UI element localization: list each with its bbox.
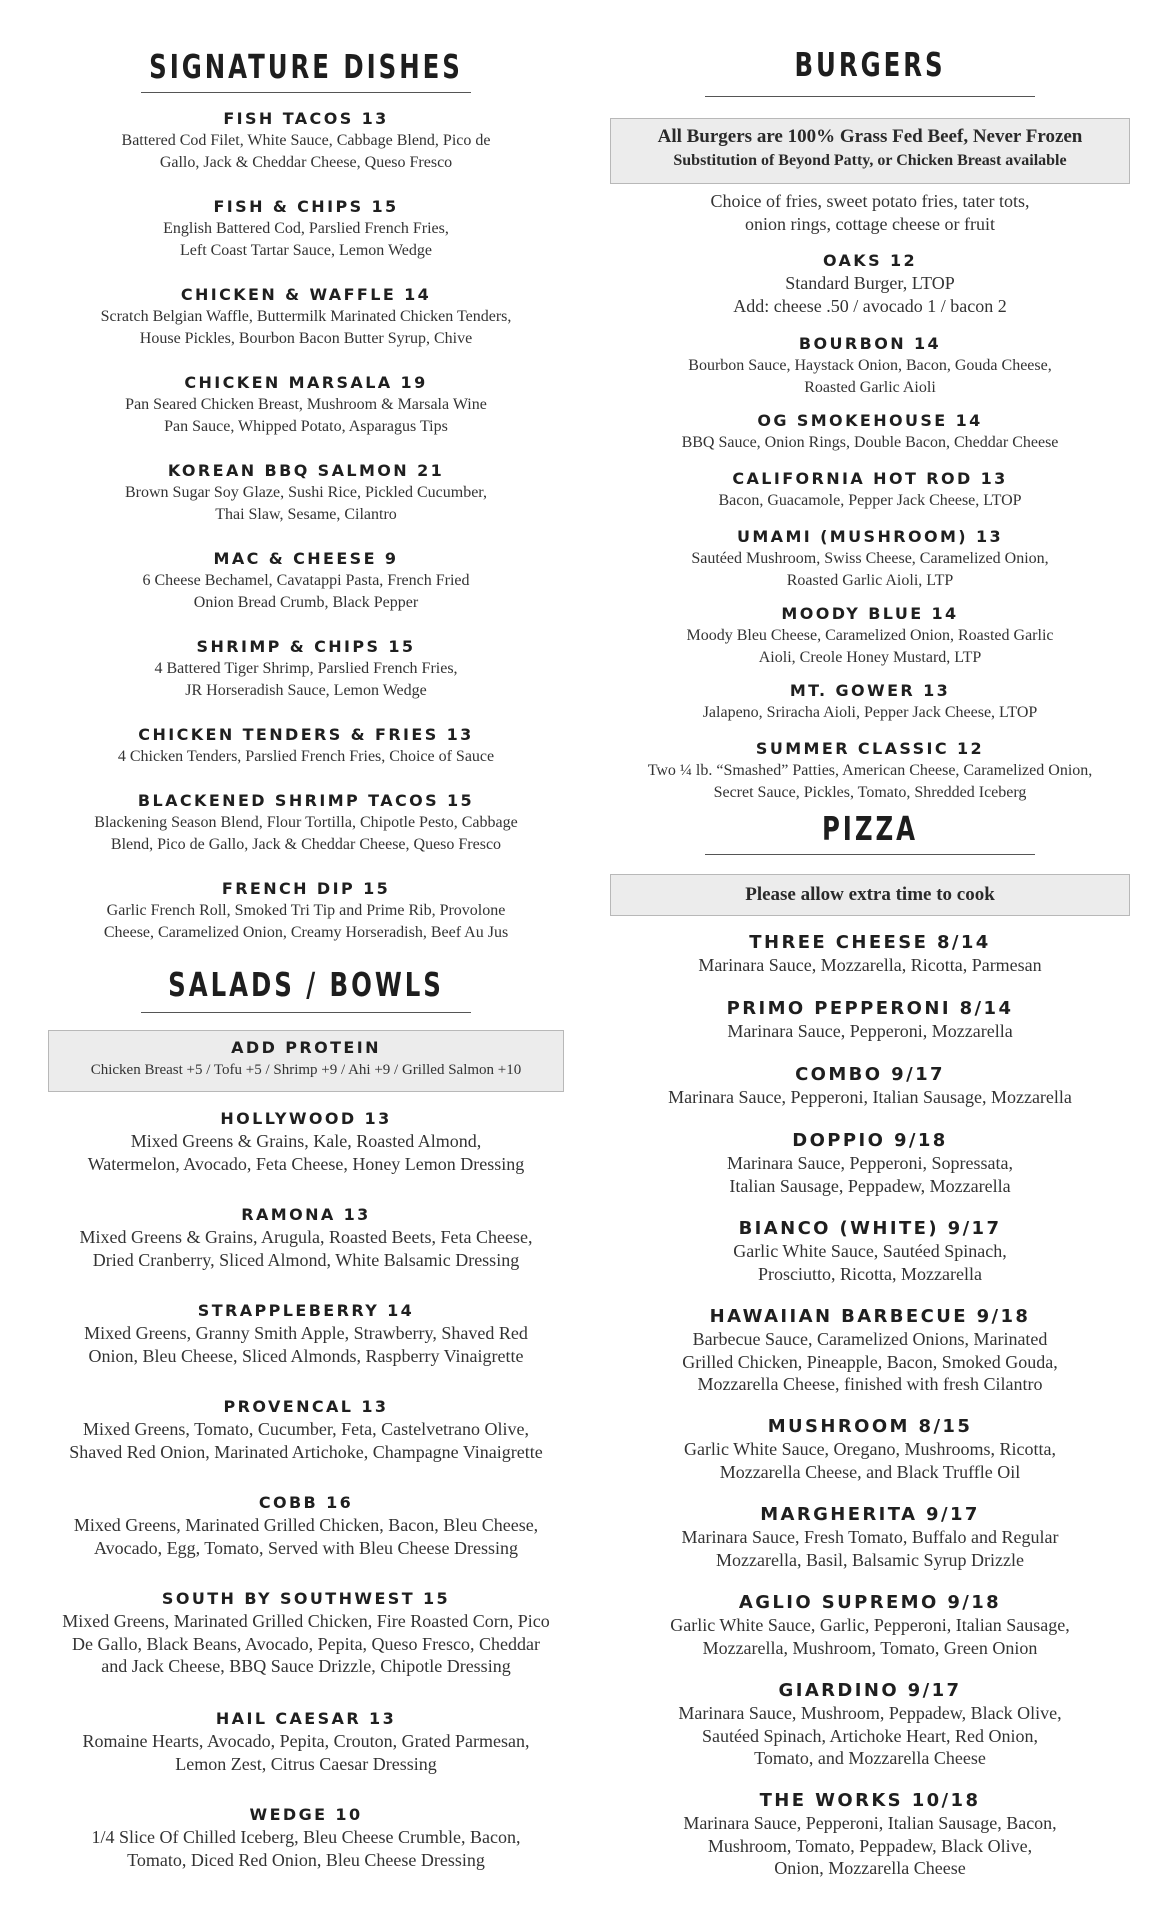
item-name: AGLIO SUPREMO 9/18 (738, 1592, 1002, 1613)
menu-item (46, 724, 566, 768)
item-description: 4 Chicken Tenders, Parslied French Fries, Choice of Sauce (117, 748, 495, 765)
item-name: FISH & CHIPS 15 (213, 197, 399, 216)
pizza-rule (705, 854, 1035, 855)
item-name: SHRIMP & CHIPS 15 (196, 637, 416, 656)
menu-item (610, 998, 1130, 1043)
item-name: MUSHROOM 8/15 (767, 1416, 973, 1437)
item-description: Blackening Season Blend, Flour Tortilla, Chipotle Pesto, Cabbage Blend, Pico de Gallo, Jack & Cheddar Cheese, Queso Fresco (94, 814, 518, 853)
burgers-rule (705, 96, 1035, 97)
item-description: Garlic White Sauce, Oregano, Mushrooms, Ricotta, Mozzarella Cheese, and Black Truffle Oil (683, 1439, 1057, 1482)
item-name: BOURBON 14 (798, 334, 942, 353)
item-description: Mixed Greens & Grains, Kale, Roasted Almond, Watermelon, Avocado, Feta Cheese, Honey Lemon Dressing (87, 1131, 525, 1174)
item-description: BBQ Sauce, Onion Rings, Double Bacon, Cheddar Cheese (681, 434, 1059, 451)
item-name: WEDGE 10 (249, 1805, 363, 1824)
item-name: KOREAN BBQ SALMON 21 (167, 461, 445, 480)
item-description: 6 Cheese Bechamel, Cavatappi Pasta, French Fried Onion Bread Crumb, Black Pepper (142, 572, 470, 611)
menu-item (610, 468, 1130, 512)
pizza-info-box (610, 874, 1130, 916)
salads-bowls-heading: SALADS / BOWLS (168, 965, 444, 1004)
item-name: CHICKEN & WAFFLE 14 (180, 285, 432, 304)
item-name: THREE CHEESE 8/14 (749, 932, 991, 953)
item-name: FISH TACOS 13 (223, 109, 389, 128)
item-name: MOODY BLUE 14 (781, 604, 959, 623)
item-name: THE WORKS 10/18 (759, 1790, 981, 1811)
menu-item (610, 1504, 1130, 1571)
menu-item (46, 108, 566, 174)
menu-item (610, 680, 1130, 724)
menu-item (610, 1130, 1130, 1197)
menu-item (46, 196, 566, 262)
signature-dishes-rule (141, 92, 471, 93)
item-description: Mixed Greens, Marinated Grilled Chicken, Bacon, Bleu Cheese, Avocado, Egg, Tomato, Served with Bleu Cheese Dressing (73, 1515, 539, 1558)
menu-item (610, 250, 1130, 317)
burgers-heading: BURGERS (794, 45, 946, 84)
burger-sides-choice (610, 190, 1130, 235)
item-description: Mixed Greens, Tomato, Cucumber, Feta, Castelvetrano Olive, Shaved Red Onion, Marinated Artichoke, Champagne Vinaigrette (69, 1419, 543, 1462)
item-description: Marinara Sauce, Pepperoni, Mozzarella (727, 1021, 1013, 1041)
menu-item (610, 1790, 1130, 1880)
item-description: Marinara Sauce, Mushroom, Peppadew, Black Olive, Sautéed Spinach, Artichoke Heart, Red Onion, Tomato, and Mozzarella Cheese (678, 1703, 1062, 1768)
menu-item (46, 636, 566, 702)
item-description: Mixed Greens, Granny Smith Apple, Strawberry, Shaved Red Onion, Bleu Cheese, Sliced Almonds, Raspberry Vinaigrette (84, 1323, 528, 1366)
item-description: 1/4 Slice Of Chilled Iceberg, Bleu Cheese Crumble, Bacon, Tomato, Diced Red Onion, Bleu Cheese Dressing (91, 1827, 521, 1870)
salads-bowls-rule (141, 1012, 471, 1013)
item-name: CHICKEN TENDERS & FRIES 13 (138, 725, 474, 744)
item-description: Marinara Sauce, Pepperoni, Sopressata, Italian Sausage, Peppadew, Mozzarella (727, 1153, 1013, 1196)
item-description: Moody Bleu Cheese, Caramelized Onion, Roasted Garlic Aioli, Creole Honey Mustard, LTP (686, 627, 1054, 666)
item-description: Jalapeno, Sriracha Aioli, Pepper Jack Cheese, LTOP (702, 704, 1038, 721)
item-description: Marinara Sauce, Mozzarella, Ricotta, Parmesan (698, 955, 1042, 975)
item-description: Barbecue Sauce, Caramelized Onions, Marinated Grilled Chicken, Pineapple, Bacon, Smoked Gouda, Mozzarella Cheese, finished with fresh Cilantro (682, 1329, 1058, 1394)
item-name: MARGHERITA 9/17 (760, 1504, 980, 1525)
menu-item (610, 603, 1130, 669)
menu-item (610, 1306, 1130, 1396)
item-name: CALIFORNIA HOT ROD 13 (732, 469, 1008, 488)
item-description: Mixed Greens & Grains, Arugula, Roasted Beets, Feta Cheese, Dried Cranberry, Sliced Almond, White Balsamic Dressing (79, 1227, 533, 1270)
item-description: Marinara Sauce, Fresh Tomato, Buffalo and Regular Mozzarella, Basil, Balsamic Syrup Drizzle (681, 1527, 1059, 1570)
menu-item (46, 284, 566, 350)
item-description: Battered Cod Filet, White Sauce, Cabbage Blend, Pico de Gallo, Jack & Cheddar Cheese, Queso Fresco (121, 132, 491, 171)
item-description: Standard Burger, LTOP Add: cheese .50 / avocado 1 / bacon 2 (733, 273, 1007, 316)
item-name: BLACKENED SHRIMP TACOS 15 (137, 791, 475, 810)
item-name: HAIL CAESAR 13 (215, 1709, 397, 1728)
add-protein-box (48, 1030, 564, 1092)
menu-item (46, 1396, 566, 1463)
item-description: Scratch Belgian Waffle, Buttermilk Marinated Chicken Tenders, House Pickles, Bourbon Bacon Butter Syrup, Chive (100, 308, 512, 347)
pizza-heading: PIZZA (821, 809, 919, 848)
item-name: COMBO 9/17 (795, 1064, 945, 1085)
menu-item (46, 1588, 566, 1678)
item-description: Sautéed Mushroom, Swiss Cheese, Caramelized Onion, Roasted Garlic Aioli, LTP (691, 550, 1049, 589)
item-description: Garlic White Sauce, Sautéed Spinach, Prosciutto, Ricotta, Mozzarella (733, 1241, 1007, 1284)
item-description: Bourbon Sauce, Haystack Onion, Bacon, Gouda Cheese, Roasted Garlic Aioli (688, 357, 1052, 396)
item-description: English Battered Cod, Parslied French Fries, Left Coast Tartar Sauce, Lemon Wedge (163, 220, 449, 259)
item-name: DOPPIO 9/18 (792, 1130, 948, 1151)
menu-item (46, 372, 566, 438)
burger-info-box (610, 118, 1130, 184)
item-description: Brown Sugar Soy Glaze, Sushi Rice, Pickled Cucumber, Thai Slaw, Sesame, Cilantro (125, 484, 487, 523)
item-description: Garlic White Sauce, Garlic, Pepperoni, Italian Sausage, Mozzarella, Mushroom, Tomato, Green Onion (670, 1615, 1070, 1658)
signature-dishes-heading: SIGNATURE DISHES (149, 47, 463, 86)
item-name: SUMMER CLASSIC 12 (755, 739, 985, 758)
menu-item (46, 1804, 566, 1871)
item-description: Bacon, Guacamole, Pepper Jack Cheese, LTOP (718, 492, 1022, 509)
menu-item (46, 1204, 566, 1271)
menu-item (46, 1492, 566, 1559)
item-name: COBB 16 (258, 1493, 354, 1512)
item-description: Pan Seared Chicken Breast, Mushroom & Marsala Wine Pan Sauce, Whipped Potato, Asparagus Tips (125, 396, 487, 435)
menu-item (46, 878, 566, 944)
add-protein-title: ADD PROTEIN (231, 1038, 381, 1057)
menu-item (610, 410, 1130, 454)
menu-item (610, 526, 1130, 592)
menu-item (610, 1064, 1130, 1109)
menu-item (610, 333, 1130, 399)
item-name: RAMONA 13 (241, 1205, 371, 1224)
item-name: OAKS 12 (822, 251, 918, 270)
item-name: GIARDINO 9/17 (778, 1680, 962, 1701)
item-name: SOUTH BY SOUTHWEST 15 (161, 1589, 451, 1608)
item-description: Marinara Sauce, Pepperoni, Italian Sausage, Mozzarella (668, 1087, 1072, 1107)
item-description: Garlic French Roll, Smoked Tri Tip and Prime Rib, Provolone Cheese, Caramelized Onion, Creamy Horseradish, Beef Au Jus (103, 902, 509, 941)
pizza-info-text: Please allow extra time to cook (745, 884, 995, 905)
item-name: MT. GOWER 13 (789, 681, 951, 700)
item-name: FRENCH DIP 15 (221, 879, 391, 898)
item-name: PRIMO PEPPERONI 8/14 (726, 998, 1014, 1019)
item-name: HOLLYWOOD 13 (220, 1109, 392, 1128)
menu-item (610, 1416, 1130, 1483)
item-name: PROVENCAL 13 (223, 1397, 389, 1416)
item-name: CHICKEN MARSALA 19 (184, 373, 428, 392)
sides-choice-text: Choice of fries, sweet potato fries, tater tots, onion rings, cottage cheese or fruit (710, 191, 1030, 234)
item-name: HAWAIIAN BARBECUE 9/18 (709, 1306, 1031, 1327)
item-description: Mixed Greens, Marinated Grilled Chicken, Fire Roasted Corn, Pico De Gallo, Black Beans, Avocado, Pepita, Queso Fresco, Cheddar and Jack Cheese, BBQ Sauce Drizzle, Chipotle Dressing (62, 1611, 550, 1676)
menu-item (46, 1108, 566, 1175)
item-description: Marinara Sauce, Pepperoni, Italian Sausage, Bacon, Mushroom, Tomato, Peppadew, Black Olive, Onion, Mozzarella Cheese (683, 1813, 1057, 1878)
item-name: OG SMOKEHOUSE 14 (757, 411, 983, 430)
item-description: Romaine Hearts, Avocado, Pepita, Crouton, Grated Parmesan, Lemon Zest, Citrus Caesar Dressing (82, 1731, 530, 1774)
item-name: BIANCO (WHITE) 9/17 (738, 1218, 1002, 1239)
menu-item (610, 1218, 1130, 1285)
menu-item (46, 460, 566, 526)
burger-info-line-1: All Burgers are 100% Grass Fed Beef, Never Frozen (657, 126, 1083, 147)
menu-item (46, 1708, 566, 1775)
menu-item (46, 1300, 566, 1367)
item-name: MAC & CHEESE 9 (213, 549, 399, 568)
menu-item (610, 738, 1130, 804)
menu-item (610, 1680, 1130, 1770)
menu-item (610, 1592, 1130, 1659)
item-description: Two ¼ lb. “Smashed” Patties, American Cheese, Caramelized Onion, Secret Sauce, Pickles, Tomato, Shredded Iceberg (647, 762, 1093, 801)
item-name: STRAPPLEBERRY 14 (197, 1301, 415, 1320)
menu-item (46, 548, 566, 614)
menu-item (610, 932, 1130, 977)
burger-info-line-2: Substitution of Beyond Patty, or Chicken Breast available (673, 152, 1067, 169)
item-description: 4 Battered Tiger Shrimp, Parslied French Fries, JR Horseradish Sauce, Lemon Wedge (154, 660, 458, 699)
add-protein-options: Chicken Breast +5 / Tofu +5 / Shrimp +9 / Ahi +9 / Grilled Salmon +10 (90, 1062, 522, 1078)
menu-item (46, 790, 566, 856)
item-name: UMAMI (MUSHROOM) 13 (736, 527, 1004, 546)
